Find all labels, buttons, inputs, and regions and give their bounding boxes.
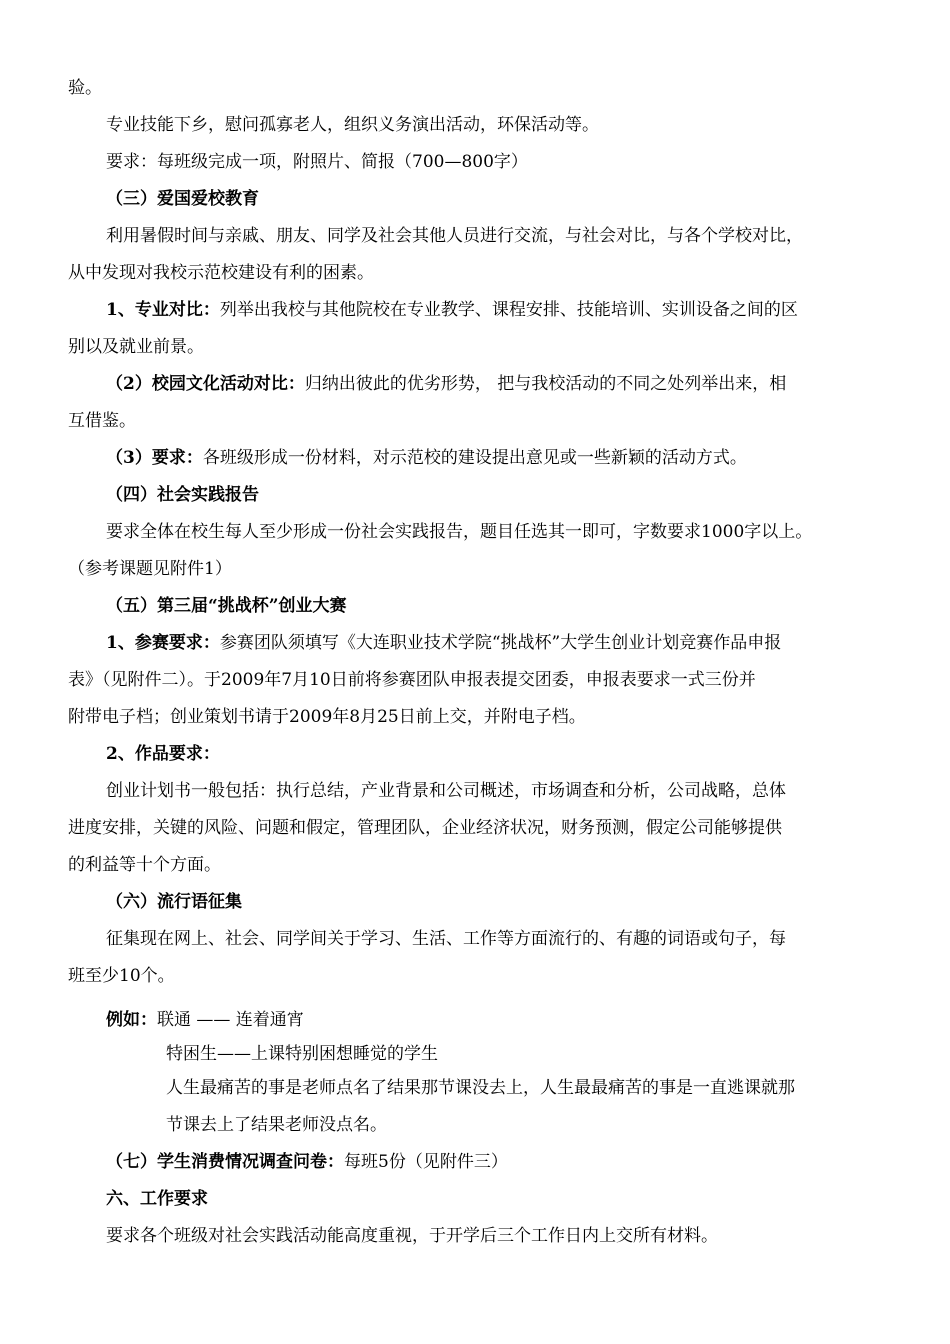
paragraph-line: 要求各个班级对社会实践活动能高度重视，于开学后三个工作日内上交所有材料。 [106,1226,718,1246]
paragraph-line: 要求全体在校生每人至少形成一份社会实践报告，题目任选其一即可，字数要求1000字以上。 [106,522,813,542]
paragraph-line [106,366,926,403]
item-label: （七）学生消费情况调查问卷： [106,1152,344,1172]
example-line: 特困生——上课特别困想睡觉的学生 [166,1044,438,1064]
paragraph-line: 利用暑假时间与亲戚、朋友、同学及社会其他人员进行交流，与社会对比，与各个学校对比， [106,226,803,246]
paragraph-line: 表》（见附件二）。于2009年7月10日前将参赛团队申报表提交团委，申报表要求一式三份并 [68,670,756,690]
paragraph-line: 班至少10个。 [68,966,175,986]
item-label: 2、作品要求： [106,744,220,764]
item-text: 联通 —— 连着通宵 [157,1010,304,1030]
paragraph-line: 附带电子档；创业策划书请于2009年8月25日前上交，并附电子档。 [68,707,586,727]
paragraph-line [106,1144,926,1181]
item-text: 列举出我校与其他院校在专业教学、课程安排、技能培训、实训设备之间的区 [219,300,798,320]
paragraph-line: 征集现在网上、社会、同学间关于学习、生活、工作等方面流行的、有趣的词语或句子，每 [106,929,786,949]
paragraph-line: 别以及就业前景。 [68,337,204,357]
paragraph-line [106,440,926,477]
section-heading: （四）社会实践报告 [106,485,259,505]
item-label: 1、专业对比： [106,300,220,320]
item-label: （3）要求： [106,448,203,468]
paragraph-line: 创业计划书一般包括：执行总结，产业背景和公司概述，市场调查和分析，公司战略，总体 [106,781,786,801]
item-text: 各班级形成一份材料，对示范校的建设提出意见或一些新颖的活动方式。 [202,448,747,468]
section-heading: （六）流行语征集 [106,892,242,912]
section-heading: （三）爱国爱校教育 [106,189,259,209]
paragraph-line [106,292,926,329]
item-text: 每班5份（见附件三） [344,1152,508,1172]
section-heading: （五）第三届“挑战杯”创业大赛 [106,596,347,616]
example-line: 节课去上了结果老师没点名。 [166,1115,387,1135]
item-label: 1、参赛要求： [106,633,220,653]
item-text: 参赛团队须填写《大连职业技术学院“挑战杯”大学生创业计划竞赛作品申报 [219,633,782,653]
item-text: 归纳出彼此的优劣形势， 把与我校活动的不同之处列举出来，相 [304,374,787,394]
example-line: 人生最痛苦的事是老师点名了结果那节课没去上，人生最最痛苦的事是一直逃课就那 [166,1078,795,1098]
paragraph-line: 从中发现对我校示范校建设有利的困素。 [68,263,374,283]
item-label: （2）校园文化活动对比： [106,374,305,394]
paragraph-line: 进度安排，关键的风险、问题和假定，管理团队，企业经济状况，财务预测，假定公司能够提供 [68,818,782,838]
paragraph-line: 的利益等十个方面。 [68,855,221,875]
paragraph-line: 验。 [68,78,102,98]
paragraph-line: （参考课题见附件1） [68,559,232,579]
paragraph-line [106,1006,926,1034]
paragraph-line [106,625,926,662]
section-heading: 六、工作要求 [106,1189,208,1209]
paragraph-line: 互借鉴。 [68,411,136,431]
paragraph-line: 要求：每班级完成一项，附照片、简报（700—800字） [106,152,528,172]
paragraph-line: 专业技能下乡，慰问孤寡老人，组织义务演出活动，环保活动等。 [106,115,599,135]
item-label: 例如： [106,1010,157,1030]
